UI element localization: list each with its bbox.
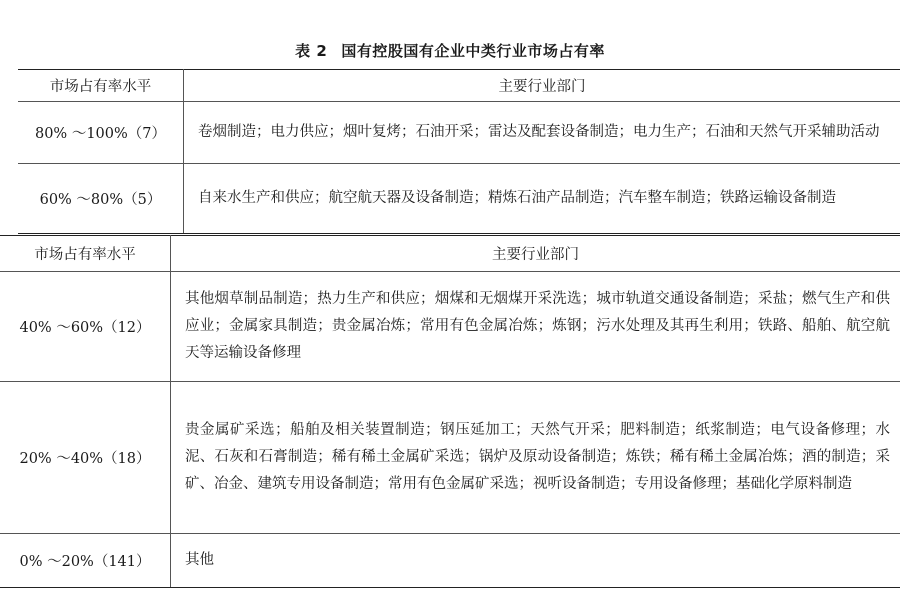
market-share-table-part-2 xyxy=(0,235,900,588)
level-cell: 0% ～20%（141） xyxy=(0,534,171,588)
industries-cell: 卷烟制造；电力供应；烟叶复烤；石油开采；雷达及配套设备制造；电力生产；石油和天然气开采辅助活动 xyxy=(184,102,900,164)
industries-cell: 其他烟草制品制造；热力生产和供应；烟煤和无烟煤开采洗选；城市轨道交通设备制造；采盐；燃气生产和供应业；金属家具制造；贵金属冶炼；常用有色金属冶炼；炼钢；污水处理及其再生利用；铁路、船舶、航空航天等运输设备修理 xyxy=(171,272,900,382)
level-cell: 20% ～40%（18） xyxy=(0,382,171,534)
industries-cell: 自来水生产和供应；航空航天器及设备制造；精炼石油产品制造；汽车整车制造；铁路运输设备制造 xyxy=(184,164,900,234)
table-title xyxy=(0,40,900,61)
level-cell: 40% ～60%（12） xyxy=(0,272,171,382)
table-header-row xyxy=(0,236,900,272)
table-row xyxy=(18,102,900,164)
table-number: 表 2 xyxy=(295,42,328,60)
header-level: 市场占有率水平 xyxy=(18,70,184,102)
industries-cell: 其他 xyxy=(171,534,900,588)
header-level: 市场占有率水平 xyxy=(0,236,171,272)
industries-cell: 贵金属矿采选；船舶及相关装置制造；钢压延加工；天然气开采；肥料制造；纸浆制造；电气设备修理；水泥、石灰和石膏制造；稀有稀土金属矿采选；锅炉及原动设备制造；炼铁；稀有稀土金属冶炼；酒的制造；采矿、冶金、建筑专用设备制造；常用有色金属矿采选；视听设备制造；专用设备修理；基础化学原料制造 xyxy=(171,382,900,534)
table-header-row xyxy=(18,70,900,102)
market-share-table-part-1 xyxy=(18,69,900,234)
header-industries: 主要行业部门 xyxy=(184,70,900,102)
table-row xyxy=(0,382,900,534)
table-title-text: 国有控股国有企业中类行业市场占有率 xyxy=(341,42,605,60)
level-cell: 80% ～100%（7） xyxy=(18,102,184,164)
level-cell: 60% ～80%（5） xyxy=(18,164,184,234)
table-row xyxy=(0,534,900,588)
header-industries: 主要行业部门 xyxy=(171,236,900,272)
table-row xyxy=(0,272,900,382)
table-row xyxy=(18,164,900,234)
